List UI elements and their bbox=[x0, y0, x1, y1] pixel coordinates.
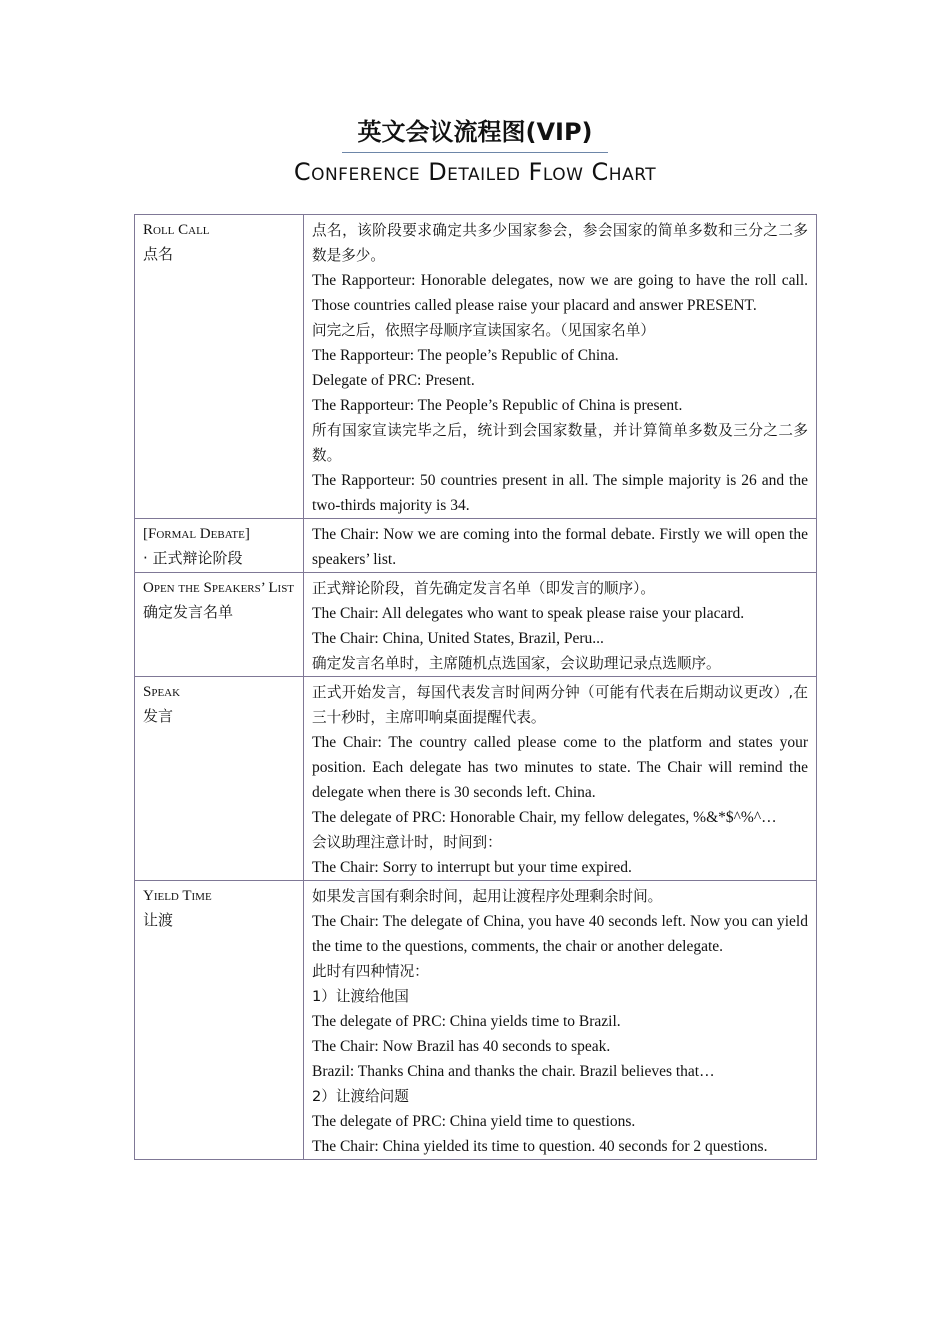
stage-name-english: Speak bbox=[143, 684, 181, 700]
stage-content-cell bbox=[304, 215, 817, 519]
content-line: 确定发言名单时，主席随机点选国家，会议助理记录点选顺序。 bbox=[312, 655, 721, 672]
content-line: 正式开始发言，每国代表发言时间两分钟（可能有代表在后期动议更改）,在三十秒时，主席叩响桌面提醒代表。 bbox=[312, 684, 808, 726]
stage-label-cell bbox=[135, 215, 304, 519]
content-line: The Chair: China, United States, Brazil, Peru... bbox=[312, 630, 604, 647]
stage-content-cell bbox=[304, 881, 817, 1160]
stage-name-chinese: · 正式辩论阶段 bbox=[143, 549, 243, 567]
content-line: The Chair: Now Brazil has 40 seconds to speak. bbox=[312, 1038, 611, 1055]
content-line: The Chair: The country called please come to the platform and states your position. Each delegate has two minutes to state. The Chair will remind the delegate when there is 30 seconds left. China. bbox=[312, 734, 808, 801]
content-line: 所有国家宣读完毕之后，统计到会国家数量，并计算简单多数及三分之二多数。 bbox=[312, 422, 808, 464]
content-line: 问完之后，依照字母顺序宣读国家名。（见国家名单） bbox=[312, 322, 655, 339]
content-line: Delegate of PRC: Present. bbox=[312, 372, 475, 389]
content-line: The Chair: All delegates who want to speak please raise your placard. bbox=[312, 605, 745, 622]
content-line: The Chair: The delegate of China, you have 40 seconds left. Now you can yield the time to the questions, comments, the chair or another delegate. bbox=[312, 913, 808, 955]
content-line: 1）让渡给他国 bbox=[312, 988, 409, 1005]
stage-name-english: [Formal Debate] bbox=[143, 526, 250, 542]
content-line: The Rapporteur: 50 countries present in all. The simple majority is 26 and the two-thirds majority is 34. bbox=[312, 472, 808, 514]
content-line: The Rapporteur: The People’s Republic of China is present. bbox=[312, 397, 683, 414]
table-row-yield-time bbox=[135, 881, 817, 1160]
document-title-chinese: 英文会议流程图(VIP) bbox=[357, 118, 593, 146]
content-line: The Chair: Sorry to interrupt but your time expired. bbox=[312, 859, 632, 876]
content-line: The Rapporteur: The people’s Republic of China. bbox=[312, 347, 619, 364]
stage-label-cell bbox=[135, 677, 304, 881]
flow-chart-table bbox=[134, 214, 817, 1160]
content-line: The delegate of PRC: Honorable Chair, my fellow delegates, %&*$^%^… bbox=[312, 809, 777, 826]
table-row-speak bbox=[135, 677, 817, 881]
stage-name-chinese: 确定发言名单 bbox=[143, 603, 234, 621]
title-divider bbox=[342, 152, 608, 153]
stage-label-cell bbox=[135, 881, 304, 1160]
stage-name-chinese: 点名 bbox=[143, 245, 174, 263]
content-line: The delegate of PRC: China yields time to Brazil. bbox=[312, 1013, 621, 1030]
stage-content-cell bbox=[304, 573, 817, 677]
table-row-roll-call bbox=[135, 215, 817, 519]
table-row-formal-debate bbox=[135, 519, 817, 573]
stage-name-english: Yield Time bbox=[143, 888, 212, 904]
stage-name-chinese: 让渡 bbox=[143, 911, 174, 929]
stage-name-english: Roll Call bbox=[143, 222, 210, 238]
content-line: The Rapporteur: Honorable delegates, now we are going to have the roll call. Those countries called please raise your placard and answer PRESENT. bbox=[312, 272, 808, 314]
content-line: 正式辩论阶段，首先确定发言名单（即发言的顺序）。 bbox=[312, 580, 655, 597]
document-title-english: Conference Detailed Flow Chart bbox=[293, 158, 657, 186]
content-line: 点名，该阶段要求确定共多少国家参会，参会国家的简单多数和三分之二多数是多少。 bbox=[312, 222, 808, 264]
stage-label-cell bbox=[135, 519, 304, 573]
content-line: Brazil: Thanks China and thanks the chair. Brazil believes that… bbox=[312, 1063, 715, 1080]
content-line: 2）让渡给问题 bbox=[312, 1088, 409, 1105]
stage-content-cell bbox=[304, 519, 817, 573]
table-row-speakers-list bbox=[135, 573, 817, 677]
content-line: The Chair: Now we are coming into the formal debate. Firstly we will open the speakers’ list. bbox=[312, 526, 808, 568]
stage-name-chinese: 发言 bbox=[143, 707, 174, 725]
content-line: The Chair: China yielded its time to question. 40 seconds for 2 questions. bbox=[312, 1138, 768, 1155]
content-line: The delegate of PRC: China yield time to questions. bbox=[312, 1113, 636, 1130]
content-line: 会议助理注意计时，时间到： bbox=[312, 834, 502, 851]
stage-label-cell bbox=[135, 573, 304, 677]
stage-name-english: Open the Speakers’ List bbox=[143, 580, 295, 596]
content-line: 此时有四种情况： bbox=[312, 963, 429, 980]
stage-content-cell bbox=[304, 677, 817, 881]
content-line: 如果发言国有剩余时间，起用让渡程序处理剩余时间。 bbox=[312, 888, 663, 905]
